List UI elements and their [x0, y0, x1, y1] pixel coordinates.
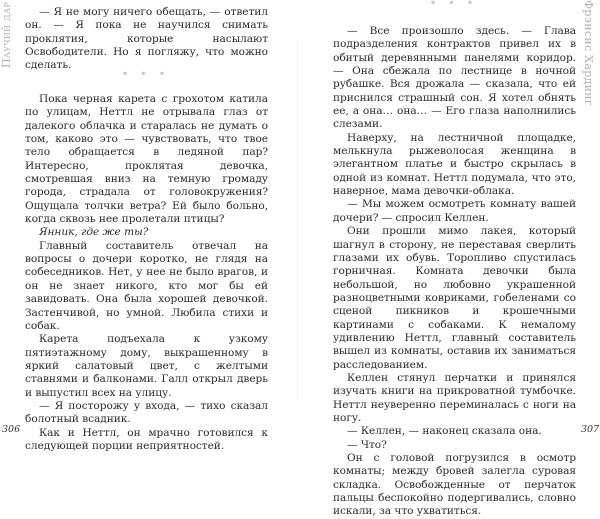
paragraph: — Келлен, — наконец сказала она. [347, 425, 542, 438]
paragraph: Пока черная карета с грохотом катила по улицам, Неттл не отрывала глаз от далекого облачка и старалась не думать о том, каково это — чувствовать, что твое тело обращается в ледяной пар? Интересно, проклятая девочка, смотревшая вниз на темную громаду города, страдала от головокружения? Ощущала толчки ветра? Ей было больно, когда сквозь нее пролетали птицы? [25, 93, 268, 226]
right-page [298, 0, 600, 518]
paragraph: — Что? [347, 438, 387, 451]
running-head-book-title: Паучий дар [0, 2, 13, 69]
running-head-author: Фрэнсис Хардинг [582, 0, 595, 106]
page-number-right: 307 [581, 424, 600, 435]
left-page-text-block-2 [25, 93, 268, 453]
paragraph: Наверху, на лестничной площадке, мелькнула рыжеволосая женщина в элегантном платье и быстро скрылась в одной из комнат. Неттл подумала, что это, наверное, мама девочки-облака. [333, 131, 576, 198]
paragraph: — Я посторожу у входа, — тихо сказал болотный всадник. [25, 399, 268, 426]
left-page [0, 0, 298, 452]
paragraph: Главный составитель отвечал на вопросы о дочери коротко, не глядя на собеседников. Нет, у нее не было врагов, и он не знает никого, кто мог бы ей завидовать. Она была хорошей девочкой. Застенчивой, но умной. Любила стихи и собак. [25, 239, 268, 332]
paragraph: Келлен стянул перчатки и принялся изучать книги на прикроватной тумбочке. Неттл неуверенно переминалась с ноги на ногу. [333, 371, 576, 424]
paragraph-italic-thought: Янник, где же ты? [39, 226, 149, 239]
paragraph: Как и Неттл, он мрачно готовился к следующей порции неприятностей. [25, 426, 268, 452]
paragraph: Он с головой погрузился в осмотр комнаты; между бровей залегла суровая складка. Освобожденные от перчаток пальцы беспокойно подергивались, словно искали, за что ухватиться. [333, 452, 576, 518]
scene-break-asterisks: * * * [122, 71, 171, 80]
right-page-text-block [333, 25, 576, 519]
left-page-text-block-1 [25, 6, 268, 73]
paragraph: Карета подъехала к узкому пятиэтажному дому, выкрашенному в яркий салатовый цвет, с желтыми ставнями и балконами. Галл открыл дверь и выпустил всех на улицу. [25, 333, 268, 399]
paragraph: — Мы можем осмотреть комнату вашей дочери? — спросил Келлен. [333, 198, 576, 224]
page-number-left: 306 [2, 424, 21, 435]
paragraph: — Все произошло здесь. — Глава подразделения контрактов привел их в обитый деревянными панелями коридор. — Она сбежала по лестнице в ночной рубашке. Вся дрожала — сказала, что ей приснился страшный сон. Я хотел обнять ее, а она… она… — Его глаза наполнились слезами. [333, 25, 576, 131]
paragraph: Они прошли мимо лакея, который шагнул в сторону, не переставая сверлить глазами их обувь. Торопливо спустилась горничная. Комната девочки была небольшой, но любовно украшенной разноцветными ковриками, гобеленами со сценой пикников и крошечными картинами с собаками. К немалому удивлению Неттл, главный составитель вышел из комнаты, оставив их заниматься расследованием. [333, 225, 576, 371]
paragraph: — Я не могу ничего обещать, — ответил он. — Я пока не научился снимать проклятия, которые насылают Освободители. Но я погляжу, что можно сделать. [25, 6, 268, 72]
scene-break-asterisks: * * * [430, 0, 479, 9]
